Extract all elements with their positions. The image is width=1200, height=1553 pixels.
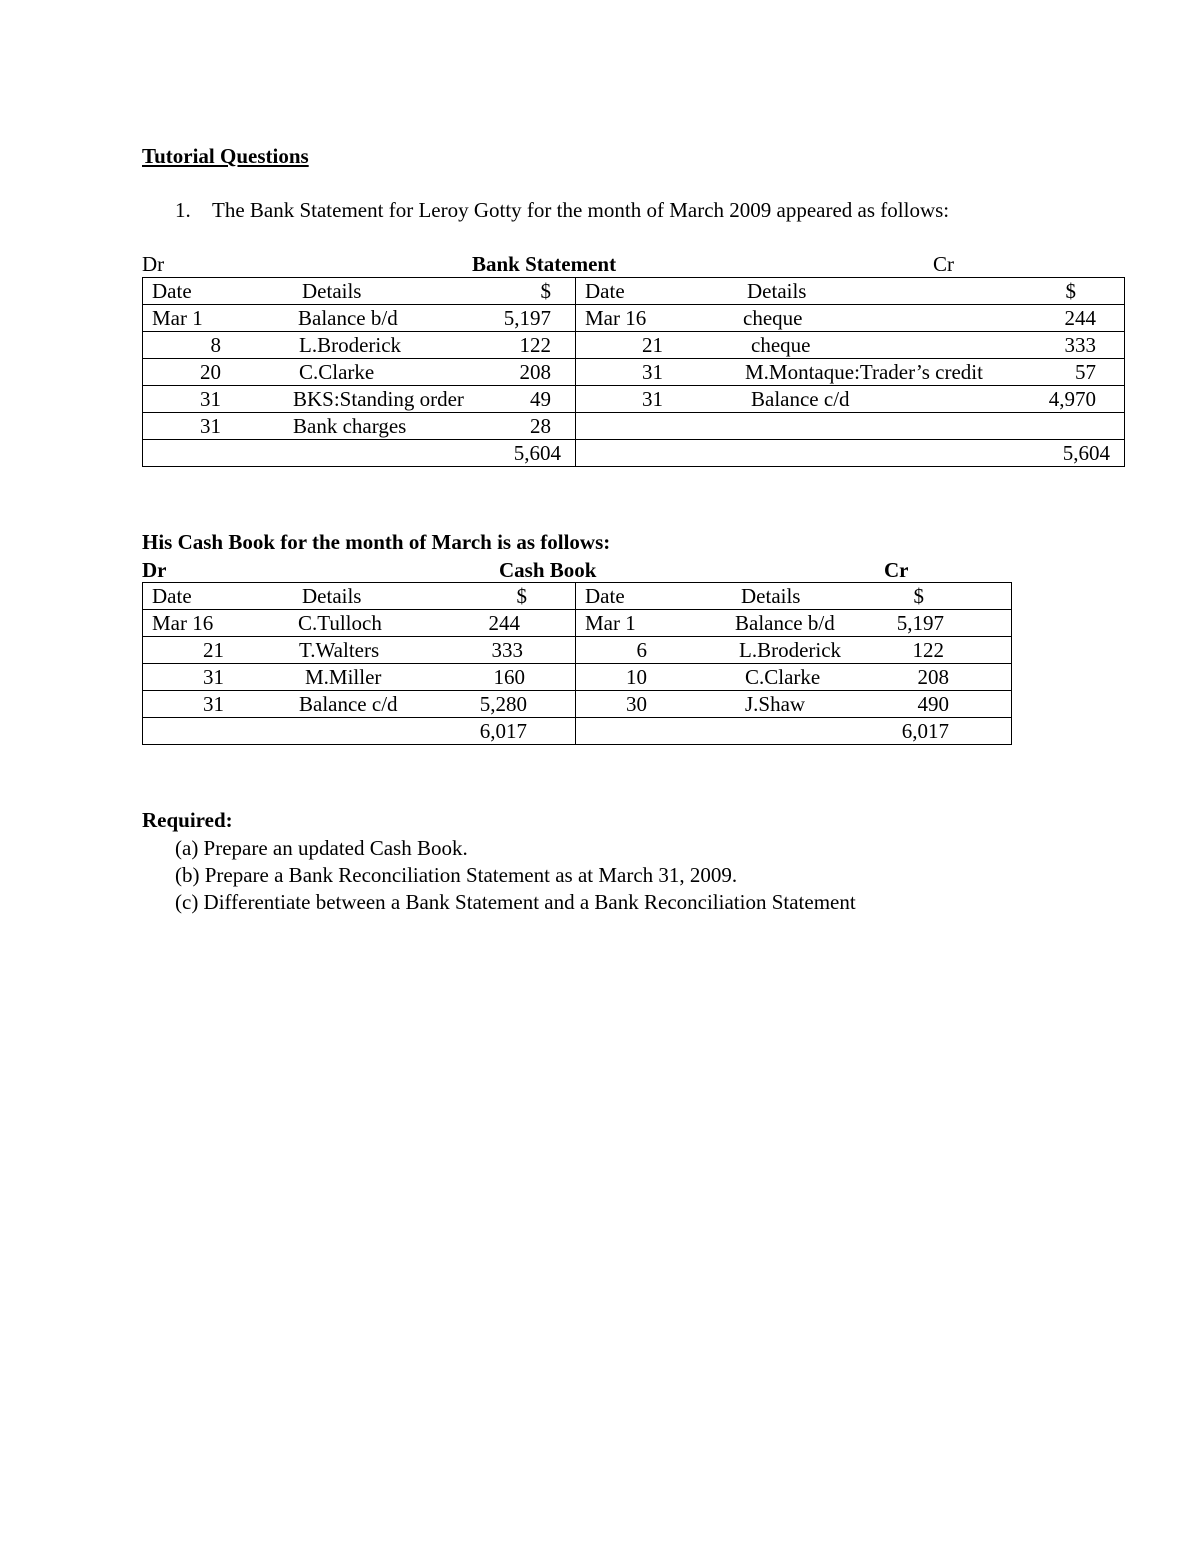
date-cell: 30 (626, 692, 647, 716)
date-cell: 31 (200, 387, 221, 411)
cash-book-cr-label: Cr (884, 558, 909, 582)
header-date: Date (585, 279, 625, 303)
amount-cell: 5,197 (896, 611, 944, 635)
bank-statement-table (142, 277, 1125, 467)
amount-cell: 208 (917, 665, 949, 689)
amount-cell: 28 (530, 414, 551, 438)
header-amount: $ (540, 279, 551, 303)
date-cell: 31 (203, 692, 224, 716)
table-row (143, 583, 1012, 610)
bank-dr-header (143, 278, 576, 305)
details-cell: M.Montaque:Trader’s credit (745, 360, 983, 384)
date-cell: 31 (200, 414, 221, 438)
cash-book-dr-label: Dr (142, 558, 167, 582)
header-amount: $ (913, 584, 924, 608)
table-row (143, 413, 1125, 440)
details-cell: C.Tulloch (298, 611, 382, 635)
details-cell: Balance b/d (298, 306, 398, 330)
date-cell: 10 (626, 665, 647, 689)
details-cell: C.Clarke (745, 665, 821, 689)
table-row (143, 691, 1012, 718)
date-cell: 31 (642, 360, 663, 384)
date-cell: 6 (636, 638, 647, 662)
amount-cell: 49 (530, 387, 551, 411)
amount-cell: 160 (493, 665, 525, 689)
details-cell: Bank charges (293, 414, 407, 438)
details-cell: T.Walters (299, 638, 380, 662)
required-list (175, 835, 856, 916)
cash-cr-header (576, 583, 1012, 610)
bank-dr-total: 5,604 (143, 440, 576, 467)
amount-cell: 208 (519, 360, 551, 384)
amount-cell: 57 (1075, 360, 1096, 384)
details-cell: L.Broderick (739, 638, 842, 662)
details-cell: M.Miller (305, 665, 382, 689)
cash-cr-total: 6,017 (576, 718, 1012, 745)
list-item: (a) Prepare an updated Cash Book. (175, 836, 468, 860)
details-cell: L.Broderick (299, 333, 402, 357)
table-row (143, 332, 1125, 359)
details-cell: Balance c/d (751, 387, 850, 411)
header-details: Details (302, 584, 362, 608)
amount-cell: 333 (491, 638, 523, 662)
bank-statement-cr-label: Cr (933, 252, 954, 276)
amount-cell: 333 (1064, 333, 1096, 357)
amount-cell: 244 (1064, 306, 1096, 330)
cash-book-intro: His Cash Book for the month of March is as follows: (142, 530, 611, 554)
table-row (143, 718, 1012, 745)
header-details: Details (741, 584, 801, 608)
date-cell: 31 (642, 387, 663, 411)
amount-cell: 122 (912, 638, 944, 662)
bank-statement-title: Bank Statement (472, 252, 617, 276)
header-amount: $ (516, 584, 527, 608)
date-cell: Mar 1 (585, 611, 636, 635)
header-date: Date (585, 584, 625, 608)
amount-cell: 244 (488, 611, 520, 635)
cash-dr-header (143, 583, 576, 610)
amount-cell: 5,280 (479, 692, 527, 716)
amount-cell: 122 (519, 333, 551, 357)
amount-cell: 4,970 (1048, 387, 1096, 411)
table-row (143, 305, 1125, 332)
table-row (143, 637, 1012, 664)
table-row (143, 440, 1125, 467)
details-cell: cheque (743, 306, 803, 330)
table-row (143, 386, 1125, 413)
date-cell: 21 (203, 638, 224, 662)
table-row (143, 278, 1125, 305)
table-row (143, 359, 1125, 386)
date-cell: 8 (210, 333, 221, 357)
amount-cell: 490 (917, 692, 949, 716)
date-cell: Mar 16 (585, 306, 647, 330)
details-cell: Balance c/d (299, 692, 398, 716)
bank-statement-dr-label: Dr (142, 252, 165, 276)
table-row (143, 610, 1012, 637)
cash-book-table (142, 582, 1012, 745)
date-cell: 31 (203, 665, 224, 689)
date-cell: Mar 16 (152, 611, 214, 635)
details-cell: C.Clarke (299, 360, 375, 384)
required-label: Required: (142, 808, 233, 832)
cash-dr-total: 6,017 (143, 718, 576, 745)
page-title: Tutorial Questions (142, 144, 309, 168)
date-cell: Mar 1 (152, 306, 203, 330)
header-details: Details (747, 279, 807, 303)
date-cell: 20 (200, 360, 221, 384)
bank-cr-header (576, 278, 1125, 305)
question-number: 1. (175, 198, 191, 222)
date-cell: 21 (642, 333, 663, 357)
cash-book-title: Cash Book (499, 558, 597, 582)
bank-cr-total: 5,604 (576, 440, 1125, 467)
list-item: (b) Prepare a Bank Reconciliation Statement as at March 31, 2009. (175, 863, 738, 887)
header-date: Date (152, 279, 192, 303)
header-amount: $ (1065, 279, 1076, 303)
details-cell: BKS:Standing order (293, 387, 464, 411)
details-cell: J.Shaw (745, 692, 806, 716)
details-cell: cheque (751, 333, 811, 357)
question-text: The Bank Statement for Leroy Gotty for the month of March 2009 appeared as follows: (212, 198, 950, 222)
table-row (143, 664, 1012, 691)
details-cell: Balance b/d (735, 611, 835, 635)
amount-cell: 5,197 (503, 306, 551, 330)
header-details: Details (302, 279, 362, 303)
header-date: Date (152, 584, 192, 608)
list-item: (c) Differentiate between a Bank Statement and a Bank Reconciliation Statement (175, 890, 856, 914)
